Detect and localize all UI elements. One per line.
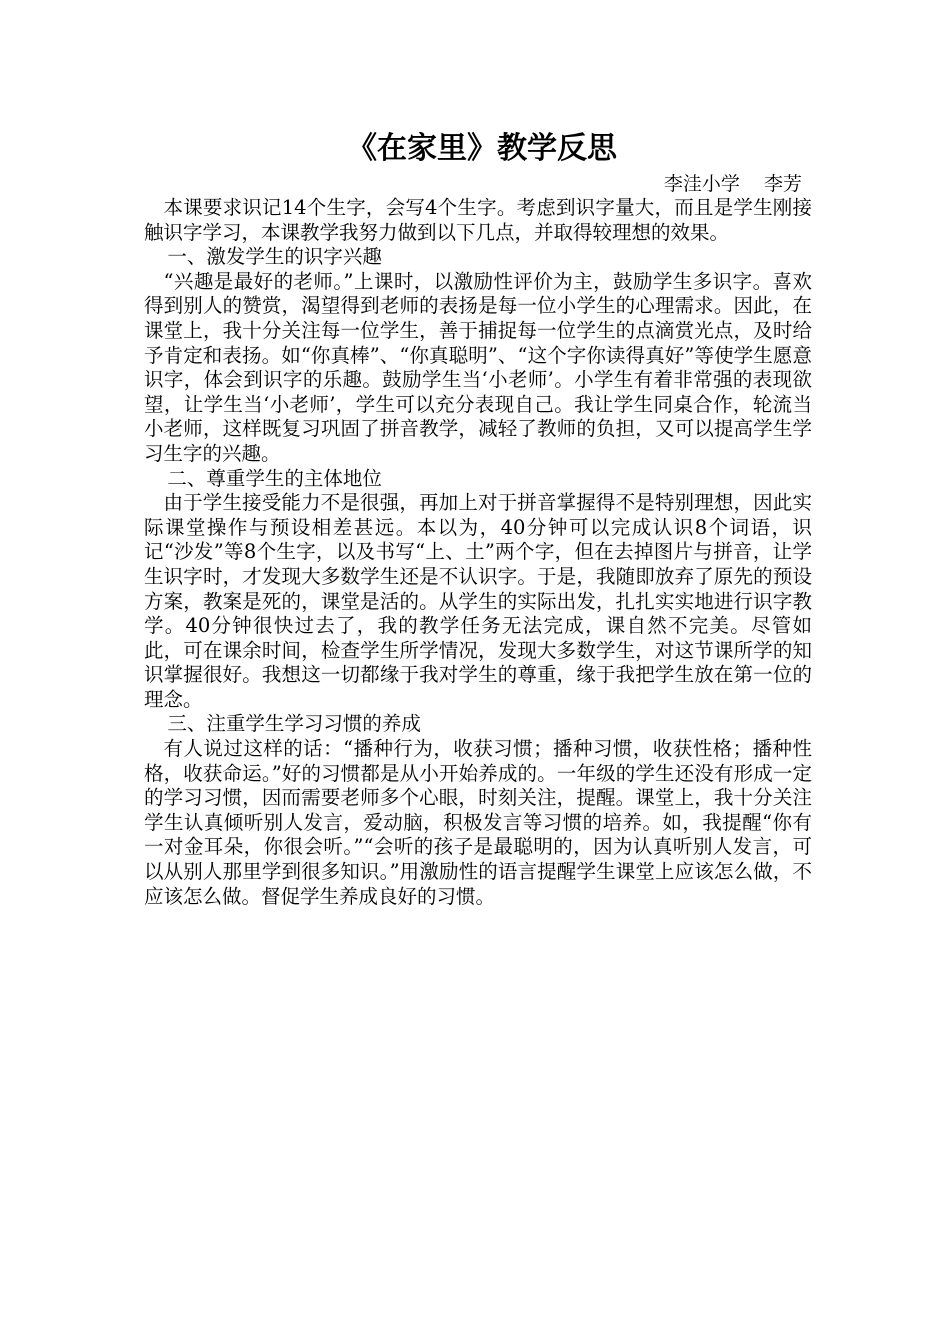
section-heading-3: 三、注重学生学习习惯的养成 <box>167 712 421 736</box>
section-body-1: “兴趣是最好的老师。”上课时，以激励性评价为主，鼓励学生多识字。喜欢得到别人的赞赏，渴望得到老师的表扬是每一位小学生的心理需求。因此，在课堂上，我十分关注每一位学生，善于捕捉每一位学生的点滴赏光点，及时给予肯定和表扬。如“你真棒”、“你真聪明”、“这个字你读得真好”等使学生愿意识字，体会到识字的乐趣。鼓励学生当‘小老师’。小学生有着非常强的表现欲望，让学生当‘小老师’，学生可以充分表现自己。我让学生同桌合作，轮流当小老师，这样既复习巩固了拼音教学，减轻了教师的负担，又可以提高学生学习生字的兴趣。 <box>144 269 812 465</box>
section-body-2: 由于学生接受能力不是很强，再加上对于拼音掌握得不是特别理想，因此实际课堂操作与预设相差甚远。本以为，40分钟可以完成认识8个词语，识记“沙发”等8个生字，以及书写“上、土”两个字，但在去掉图片与拼音，让学生识字时，才发现大多数学生还是不认识字。于是，我随即放弃了原先的预设方案，教案是死的，课堂是活的。从学生的实际出发，扎扎实实地进行识字教学。40分钟很快过去了，我的教学任务无法完成，课自然不完美。尽管如此，可在课余时间，检查学生所学情况，发现大多数学生，对这节课所学的知识掌握很好。我想这一切都缘于我对学生的尊重，缘于我把学生放在第一位的理念。 <box>144 491 812 711</box>
document-content <box>144 126 812 909</box>
intro-paragraph: 本课要求识记14个生字，会写4个生字。考虑到识字量大，而且是学生刚接触识字学习，本课教学我努力做到以下几点，并取得较理想的效果。 <box>144 196 812 244</box>
section-heading-2: 二、尊重学生的主体地位 <box>167 466 382 490</box>
document-title: 《在家里》教学反思 <box>347 131 617 166</box>
section-heading-1: 一、激发学生的识字兴趣 <box>167 245 382 269</box>
author-line: 李洼小学 李芳 <box>663 173 802 195</box>
section-body-3: 有人说过这样的话：“播种行为，收获习惯；播种习惯，收获性格；播种性格，收获命运。”好的习惯都是从小开始养成的。一年级的学生还没有形成一定的学习习惯，因而需要老师多个心眼，时刻关注，提醒。课堂上，我十分关注学生认真倾听别人发言，爱动脑，积极发言等习惯的培养。如，我提醒“你有一对金耳朵，你很会听。”“会听的孩子是最聪明的，因为认真听别人发言，可以从别人那里学到很多知识。”用激励性的语言提醒学生课堂上应该怎么做，不应该怎么做。督促学生养成良好的习惯。 <box>144 737 812 908</box>
